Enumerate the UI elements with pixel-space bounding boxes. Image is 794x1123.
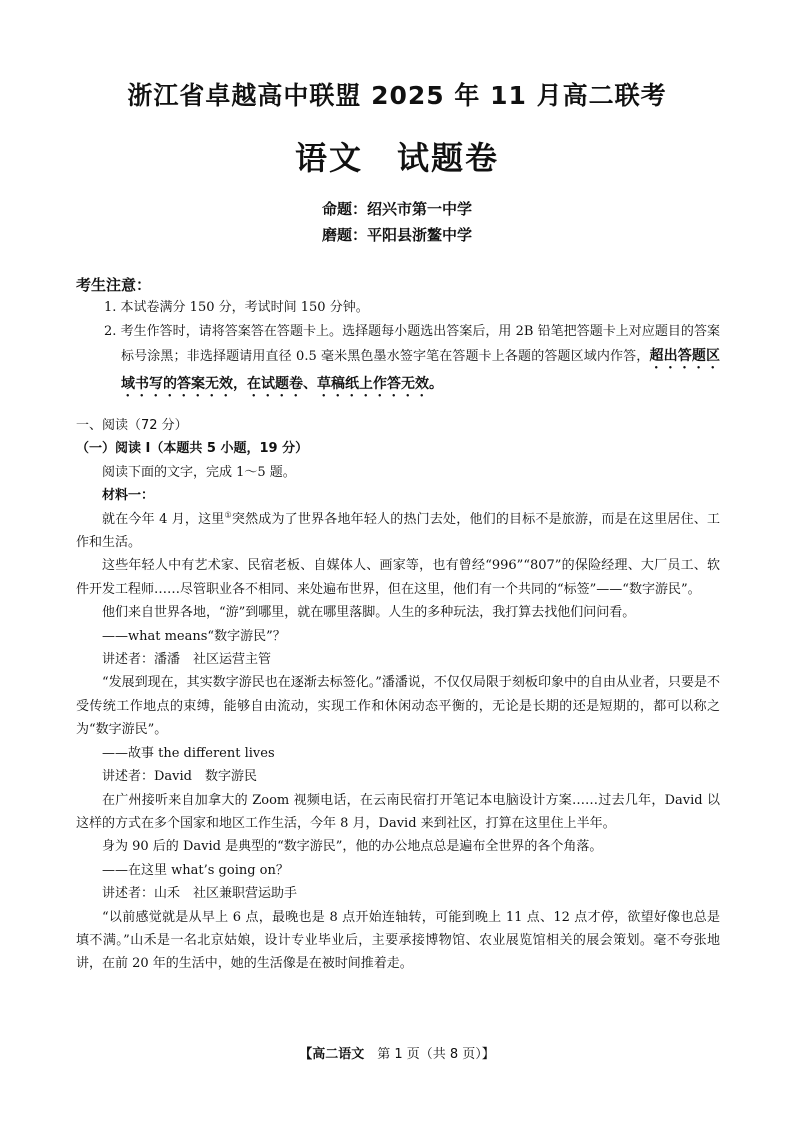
reading-section [76, 414, 720, 976]
speaker-2: 讲述者：David 数字游民 [102, 769, 257, 785]
reviewer-credit: 磨题：平阳县浙鳌中学 [321, 226, 472, 244]
paragraph-3: 他们来自世界各地，“游”到哪里，就在哪里落脚。人生的多种玩法，我打算去找他们问问看。 [102, 605, 636, 621]
speaker-3: 讲述者：山禾 社区兼职营运助手 [102, 886, 298, 902]
exam-title: 浙江省卓越高中联盟 2025 年 11 月高二联考 [127, 81, 667, 110]
paragraph-4: “发展到现在，其实数字游民也在逐渐去标签化。”潘潘说，不仅仅局限于刻板印象中的自由从业者，只要是不受传统工作地点的束缚，能够自由流动，实现工作和休闲动态平衡的，无论是长期的还是短期的，都可以称之为“数字游民”。 [76, 675, 720, 738]
speaker-1: 讲述者：潘潘 社区运营主管 [102, 652, 272, 668]
notice-item-1-text: 1. 本试卷满分 150 分，考试时间 150 分钟。 [104, 300, 369, 315]
notice-item-2-text [104, 320, 720, 400]
exam-subtitle: 语文 试题卷 [294, 139, 499, 177]
notice-item-2-plain: 2. 考生作答时，请将答案答在答题卡上。选择题每小题选出答案后，用 2B 铅笔把答题卡上对应题目的答案标号涂黑；非选择题请用直径 0.5 毫米黑色墨水签字笔在答题卡上各题的答题区域内作答， [104, 324, 720, 364]
paragraph-7: “以前感觉就是从早上 6 点，最晚也是 8 点开始连轴转，可能到晚上 11 点、12 点才停，欲望好像也总是填不满。”山禾是一名北京姑娘，设计专业毕业后，主要承接博物馆、农业展览馆相关的展会策划。毫不夸张地讲，在前 20 年的生活中，她的生活像是在被时间推着走。 [76, 909, 720, 972]
paragraph-1 [76, 508, 720, 555]
instruction: 阅读下面的文字，完成 1～5 题。 [102, 464, 296, 480]
page-footer [0, 1043, 794, 1062]
paragraph-5: 在广州接听来自加拿大的 Zoom 视频电话，在云南民宿打开笔记本电脑设计方案……过去几年，David 以这样的方式在多个国家和地区工作生活，今年 8 月，David 来到社区，打算在这里住上半年。 [76, 792, 720, 831]
notice-item-2 [104, 320, 720, 400]
paragraph-1-a: 就在今年 4 月，这里 [102, 511, 225, 527]
subheading-1: ——what means“数字游民”？ [102, 628, 286, 644]
footer-subject: 【高二语文 [299, 1047, 365, 1062]
subheading-2: ——故事 the different lives [102, 745, 275, 761]
part-title: （一）阅读 Ⅰ（本题共 5 小题，19 分） [76, 441, 309, 457]
subheading-3: ——在这里 what’s going on？ [102, 862, 289, 878]
paragraph-1-b: 突然成为了世界各地年轻人的热门去处，他们的目标不是旅游，而是在这里居住、工作和生活。 [76, 511, 720, 551]
material-label: 材料一： [102, 488, 155, 504]
notice-item-1 [104, 296, 720, 320]
footnote-marker: ① [224, 510, 232, 520]
section-title: 一、阅读（72 分） [76, 418, 188, 433]
setter-credit: 命题：绍兴市第一中学 [321, 200, 472, 218]
paragraph-6: 身为 90 后的 David 是典型的“数字游民”，他的办公地点总是遍布全世界的各个角落。 [102, 839, 603, 855]
paragraph-2: 这些年轻人中有艺术家、民宿老板、自媒体人、画家等，也有曾经“996”“807”的保险经理、大厂员工、软件开发工程师……尽管职业各不相同、来处遍布世界，但在这里，他们有一个共同的“标签”——“数字游民”。 [76, 558, 720, 597]
notice-heading: 考生注意： [76, 276, 152, 294]
footer-page-number: 第 1 页（共 8 页）】 [377, 1047, 495, 1062]
notice-item-2-emphasis: 超出答题区域书写的答案无效，在试题卷、草稿纸上作答无效。 [121, 348, 720, 392]
